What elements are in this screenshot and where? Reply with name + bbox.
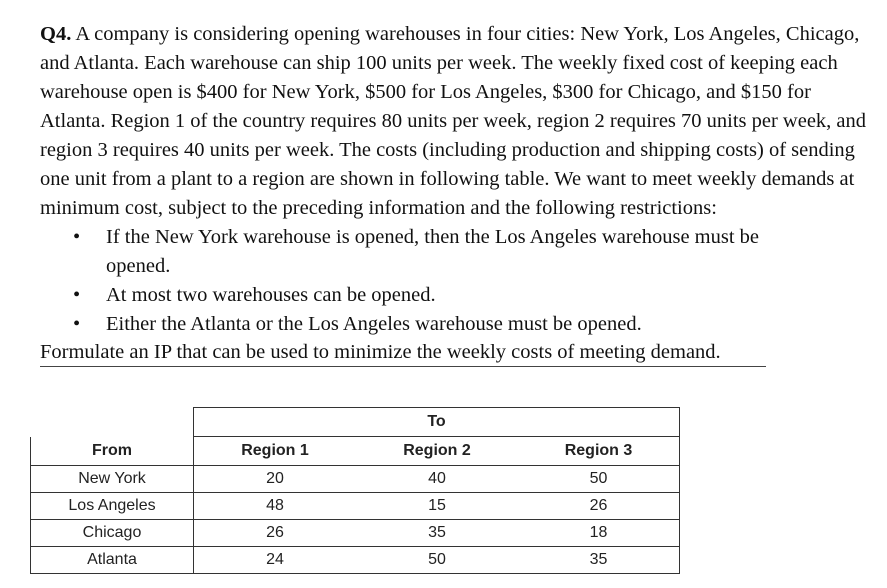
closing-instruction: Formulate an IP that can be used to minimize the weekly costs of meeting demand. — [40, 339, 766, 367]
table-row — [31, 547, 680, 574]
cost-cell: 24 — [194, 547, 357, 574]
table-row — [31, 437, 680, 466]
intro-text: A company is considering opening warehouses in four cities: New York, Los Angeles, Chicago, and Atlanta. Each warehouse can ship 100 units per week. The weekly fixed cost of keeping each warehouse open is $400 for New York, $500 for Los Angeles, $300 for Chicago, and $150 for Atlanta. Region 1 of the country requires 80 units per week, region 2 requires 70 units per week, and region 3 requires 40 units per week. The costs (including production and shipping costs) of sending one unit from a plant to a region are shown in following table. We want to meet weekly demands at minimum cost, subject to the preceding information and the following restrictions: — [40, 23, 867, 219]
restriction-text: At most two warehouses can be opened. — [106, 284, 436, 306]
cost-cell: 50 — [356, 547, 518, 574]
region-2-header: Region 2 — [356, 437, 518, 466]
bullet-icon: • — [73, 284, 81, 306]
city-cell: Atlanta — [31, 547, 194, 574]
cost-cell: 48 — [194, 493, 357, 520]
cost-cell: 15 — [356, 493, 518, 520]
city-cell: New York — [31, 466, 194, 493]
region-3-header: Region 3 — [518, 437, 680, 466]
list-item — [40, 223, 826, 281]
to-header: To — [194, 408, 680, 437]
blank-cell — [31, 408, 194, 437]
question-number: Q4. — [40, 23, 72, 45]
cost-cell: 50 — [518, 466, 680, 493]
table-row — [31, 520, 680, 547]
city-cell: Chicago — [31, 520, 194, 547]
bullet-icon: • — [73, 313, 81, 335]
restrictions-list — [40, 223, 870, 339]
cost-cell: 35 — [518, 547, 680, 574]
region-1-header: Region 1 — [194, 437, 357, 466]
table-row — [31, 493, 680, 520]
bullet-icon: • — [73, 226, 81, 248]
city-cell: Los Angeles — [31, 493, 194, 520]
list-item — [40, 281, 826, 310]
cost-cell: 18 — [518, 520, 680, 547]
cost-cell: 35 — [356, 520, 518, 547]
restriction-text: If the New York warehouse is opened, then the Los Angeles warehouse must be opened. — [106, 226, 760, 277]
table-row — [31, 466, 680, 493]
table-row — [31, 408, 680, 437]
from-header: From — [31, 437, 194, 466]
restriction-text: Either the Atlanta or the Los Angeles warehouse must be opened. — [106, 313, 642, 335]
problem-statement — [40, 20, 870, 367]
cost-cell: 20 — [194, 466, 357, 493]
cost-cell: 26 — [518, 493, 680, 520]
cost-cell: 40 — [356, 466, 518, 493]
problem-intro — [40, 20, 870, 223]
cost-cell: 26 — [194, 520, 357, 547]
list-item — [40, 310, 826, 339]
cost-table — [30, 407, 680, 574]
